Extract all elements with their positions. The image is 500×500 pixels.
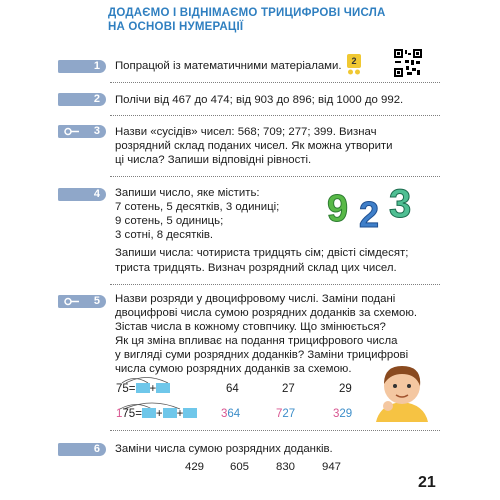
digit-3: 3 bbox=[389, 182, 412, 226]
task-number-6: 6 bbox=[58, 443, 106, 456]
title-line-2: НА ОСНОВІ НУМЕРАЦІЇ bbox=[108, 21, 244, 33]
task-6-text: Заміни числа сумою розрядних доданків. bbox=[115, 443, 333, 455]
number: 830 bbox=[276, 461, 296, 473]
plus-sign: + bbox=[149, 383, 157, 395]
task-4-line-3: 9 сотень, 5 одиниць; bbox=[115, 215, 224, 227]
task-number-2: 2 bbox=[58, 93, 106, 106]
task-5-line-6: числа сумою розрядних доданків за схемою. bbox=[115, 363, 352, 375]
task-5-line-5: у вигляді суми розрядних доданків? Заміни трицифрові bbox=[115, 349, 409, 361]
number: 27 bbox=[282, 383, 295, 395]
answer-box[interactable] bbox=[142, 408, 156, 418]
task-4-line-4: 3 сотні, 8 десятків. bbox=[115, 229, 214, 241]
divider bbox=[110, 82, 440, 83]
plus-sign: + bbox=[155, 408, 163, 420]
task-4-line-6: триста тридцять. Визнач розрядний склад цих чисел. bbox=[115, 262, 397, 274]
answer-box[interactable] bbox=[136, 383, 150, 393]
task-3-line-3: ці числа? Запиши відповідні рівності. bbox=[115, 154, 312, 166]
task-number-4: 4 bbox=[58, 188, 106, 201]
number: 75 bbox=[116, 383, 129, 395]
materials-badge: 2 bbox=[347, 54, 361, 68]
page-number: 21 bbox=[418, 474, 436, 491]
key-icon bbox=[64, 127, 80, 136]
answer-box[interactable] bbox=[156, 383, 170, 393]
qr-code-icon bbox=[393, 48, 423, 78]
task-5-line-4: Як ця зміна впливає на подання трицифрового числа bbox=[115, 335, 398, 347]
task-2-text: Полічи від 467 до 474; від 903 до 896; від 1000 до 992. bbox=[115, 94, 404, 106]
task-5-line-1: Назви розряди у двоцифровому числі. Заміни подані bbox=[115, 293, 396, 305]
scheme-row-2 bbox=[116, 407, 197, 421]
equals-sign: = bbox=[128, 383, 136, 395]
digit-9: 9 bbox=[327, 188, 349, 229]
task-number-5: 5 bbox=[58, 295, 106, 308]
scheme-row-1 bbox=[116, 382, 170, 396]
number: 727 bbox=[276, 408, 296, 420]
answer-box[interactable] bbox=[163, 408, 177, 418]
number: 29 bbox=[339, 383, 352, 395]
dots-icon bbox=[347, 69, 361, 75]
boy-illustration bbox=[372, 360, 432, 422]
divider bbox=[110, 115, 440, 116]
digit-2: 2 bbox=[359, 194, 380, 229]
task-1-text: Попрацюй із математичними матеріалами. bbox=[115, 60, 342, 72]
decorative-digits-illustration bbox=[325, 179, 425, 229]
task-5-line-2: двоцифрові числа сумою розрядних доданків за схемою. bbox=[115, 307, 418, 319]
number: 605 bbox=[230, 461, 250, 473]
task-3-line-1: Назви «сусідів» чисел: 568; 709; 277; 399. Визнач bbox=[115, 126, 377, 138]
key-icon bbox=[64, 297, 80, 306]
page-title bbox=[108, 6, 386, 34]
plus-sign: + bbox=[176, 408, 184, 420]
task-3-line-2: розрядний склад поданих чисел. Як можна утворити bbox=[115, 140, 393, 152]
number: 429 bbox=[185, 461, 205, 473]
title-line-1: ДОДАЄМО І ВІДНІМАЄМО ТРИЦИФРОВІ ЧИСЛА bbox=[108, 7, 386, 19]
number: 364 bbox=[221, 408, 241, 420]
number: 75 bbox=[122, 408, 136, 420]
divider bbox=[110, 176, 440, 177]
task-4-line-5: Запиши числа: чотириста тридцять сім; двісті сімдесят; bbox=[115, 247, 409, 259]
divider bbox=[110, 284, 440, 285]
equals-sign: = bbox=[135, 408, 142, 420]
task-4-line-2: 7 сотень, 5 десятків, 3 одиниці; bbox=[115, 201, 280, 213]
task-4-line-1: Запиши число, яке містить: bbox=[115, 187, 260, 199]
task-number-3: 3 bbox=[58, 125, 106, 138]
task-5-line-3: Зістав числа в кожному стовпчику. Що змінюється? bbox=[115, 321, 386, 333]
task-number-1: 1 bbox=[58, 60, 106, 73]
answer-box[interactable] bbox=[183, 408, 197, 418]
number: 947 bbox=[322, 461, 342, 473]
number: 64 bbox=[226, 383, 239, 395]
hundreds-digit: 1 bbox=[116, 408, 123, 420]
divider bbox=[110, 430, 440, 431]
number: 329 bbox=[333, 408, 353, 420]
